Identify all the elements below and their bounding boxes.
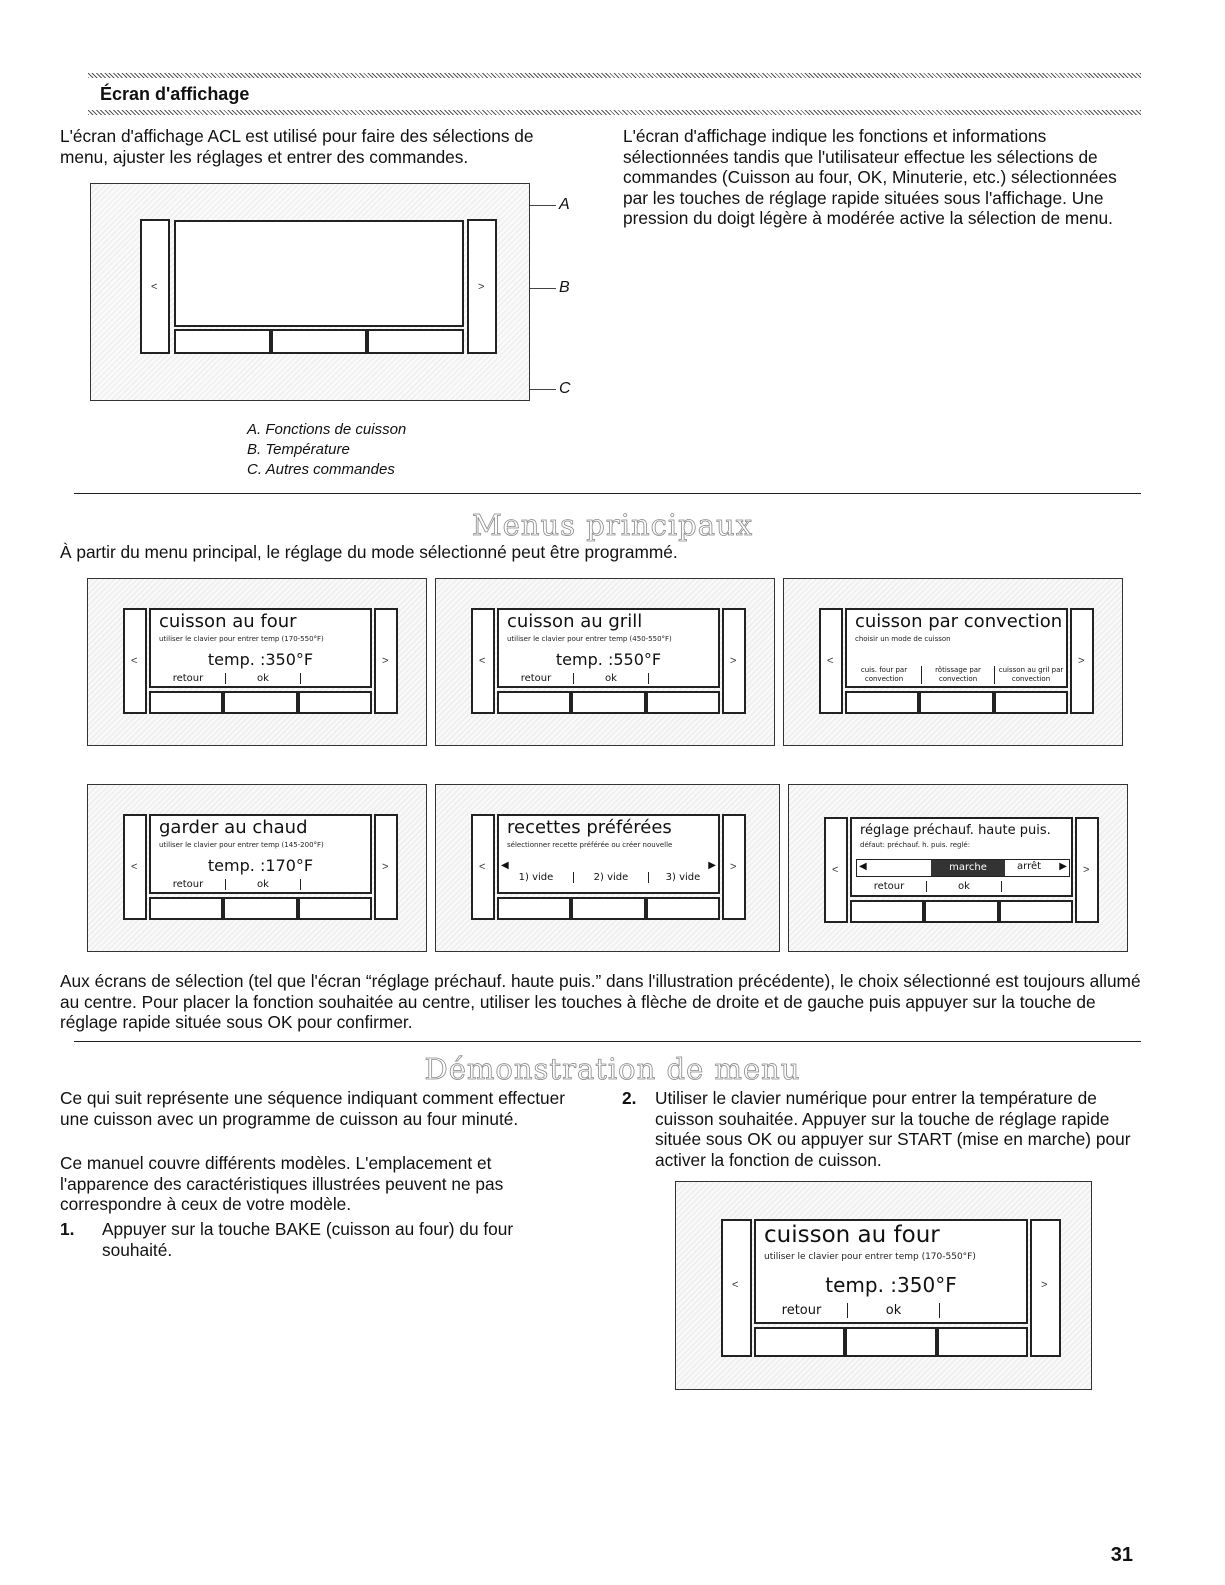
soft-keys xyxy=(497,897,720,920)
lcd-screen xyxy=(754,1219,1028,1324)
section-title-menus: Menus principaux xyxy=(471,508,754,542)
step-1-text: Appuyer sur la touche BAKE (cuisson au four) du four souhaité. xyxy=(102,1219,514,1260)
screen-title: garder au chaud xyxy=(159,817,308,838)
screen-title: cuisson par convection xyxy=(855,611,1063,632)
right-arrow-icon: > xyxy=(1041,1279,1048,1291)
right-arrow-icon: > xyxy=(382,655,389,667)
callout-line-b xyxy=(530,288,556,289)
screen-title: cuisson au four xyxy=(159,611,297,632)
scroll-left-icon: ◀ xyxy=(501,860,509,871)
option-retour: retour xyxy=(172,673,204,684)
option-convection-broil: cuisson au gril par convection xyxy=(998,666,1064,683)
header-hatch-top xyxy=(88,73,1141,78)
soft-keys xyxy=(497,691,720,714)
right-arrow-icon: > xyxy=(730,861,737,873)
option-convection-bake: cuis. four par convection xyxy=(860,666,908,683)
screen-subtitle: utiliser le clavier pour entrer temp (170-550°F) xyxy=(159,635,324,643)
legend-item: B. Température xyxy=(247,441,350,458)
lcd-screen xyxy=(845,608,1068,688)
temp-readout: temp. :350°F xyxy=(207,650,314,669)
divider xyxy=(74,493,1141,494)
scroll-right-icon: ▶ xyxy=(708,860,716,871)
selection-note: Aux écrans de sélection (tel que l'écran “réglage préchauf. haute puis.” dans l'illustration précédente), le choix sélectionné est toujours allumé au centre. Pour placer la fonction souhaitée au centre, utiliser les touches à flèche de droite et de gauche puis appuyer sur la touche de réglage rapide située sous OK pour confirmer. xyxy=(60,971,1141,1032)
step-1-number: 1. xyxy=(60,1219,75,1239)
soft-keys xyxy=(754,1327,1028,1357)
screen-title: cuisson au four xyxy=(764,1222,940,1248)
soft-key[interactable] xyxy=(223,897,298,920)
soft-key[interactable] xyxy=(646,897,720,920)
soft-key[interactable] xyxy=(924,900,999,923)
lcd-screen xyxy=(149,814,372,894)
left-arrow-icon: < xyxy=(827,655,834,667)
legend-item: C. Autres commandes xyxy=(247,461,395,478)
demo-paragraph-2: Ce manuel couvre différents modèles. L'emplacement et l'apparence des caractéristiques illustrées peuvent ne pas correspondre à ceux de votre modèle. xyxy=(60,1153,504,1214)
soft-key[interactable] xyxy=(937,1327,1028,1357)
screen-panel-convection xyxy=(783,578,1123,746)
left-arrow-icon: < xyxy=(131,655,138,667)
soft-key[interactable] xyxy=(497,691,571,714)
soft-key[interactable] xyxy=(223,691,298,714)
lcd-screen xyxy=(497,814,720,894)
diagram-legend xyxy=(247,420,406,480)
soft-key[interactable] xyxy=(845,691,919,714)
soft-key[interactable] xyxy=(845,1327,937,1357)
option-ok: ok xyxy=(926,881,1002,892)
intro-left: L'écran d'affichage ACL est utilisé pour faire des sélections de menu, ajuster les réglages et entrer des commandes. xyxy=(60,126,534,167)
section1-intro: À partir du menu principal, le réglage du mode sélectionné peut être programmé. xyxy=(60,542,678,562)
screen-panel-garder-chaud xyxy=(87,784,427,952)
option-retour: retour xyxy=(172,879,204,890)
soft-key[interactable] xyxy=(571,691,646,714)
option-arret[interactable]: arrêt xyxy=(1017,861,1042,872)
soft-keys xyxy=(850,900,1073,923)
option-ok: ok xyxy=(225,879,301,890)
diagram-soft-keys xyxy=(174,329,464,354)
intro-right: L'écran d'affichage indique les fonctions et informations sélectionnées tandis que l'utilisateur effectue les sélections de commandes (Cuisson au four, OK, Minuterie, etc.) sélectionnées par les touches de réglage rapide situées sous l'affichage. Une pression du doigt légère à modérée active la sélection de menu. xyxy=(623,126,1117,228)
diagram-lcd xyxy=(174,220,464,327)
soft-key[interactable] xyxy=(497,897,571,920)
screen-subtitle: défaut: préchauf. h. puis. reglé: xyxy=(860,841,971,849)
temp-readout: temp. :350°F xyxy=(825,1273,957,1297)
soft-key[interactable] xyxy=(999,900,1073,923)
step-2-text: Utiliser le clavier numérique pour entrer la température de cuisson souhaitée. Appuyer sur la touche de réglage rapide située sous OK ou appuyer sur START (mise en marche) pour activer la fonction de cuisson. xyxy=(655,1088,1131,1170)
screen-subtitle: utiliser le clavier pour entrer temp (450-550°F) xyxy=(507,635,672,643)
soft-key[interactable] xyxy=(919,691,994,714)
screen-title: recettes préférées xyxy=(507,817,672,838)
option-slot-3: 3) vide xyxy=(665,872,701,883)
option-retour: retour xyxy=(873,881,905,892)
soft-key[interactable] xyxy=(646,691,720,714)
temp-readout: temp. :550°F xyxy=(555,650,662,669)
lcd-screen xyxy=(149,608,372,688)
callout-b: B xyxy=(559,279,570,296)
option-slot-1: 1) vide xyxy=(518,872,554,883)
soft-key[interactable] xyxy=(149,691,223,714)
left-arrow-icon: < xyxy=(479,861,486,873)
selected-option-marche[interactable]: marche xyxy=(931,860,1005,876)
left-arrow-icon: < xyxy=(151,281,158,293)
option-ok: ok xyxy=(225,673,301,684)
soft-key[interactable] xyxy=(298,897,372,920)
scroll-left-icon: ◀ xyxy=(859,861,867,872)
callout-a: A xyxy=(559,196,570,213)
soft-keys xyxy=(845,691,1068,714)
screen-title: cuisson au grill xyxy=(507,611,643,632)
screen-subtitle: sélectionner recette préférée ou créer nouvelle xyxy=(507,841,673,849)
lcd-screen xyxy=(850,817,1073,897)
screen-subtitle: utiliser le clavier pour entrer temp (170-550°F) xyxy=(764,1252,976,1262)
temp-readout: temp. :170°F xyxy=(207,856,314,875)
callout-c: C xyxy=(559,380,571,397)
soft-keys xyxy=(149,691,372,714)
soft-key[interactable] xyxy=(367,329,464,354)
section-heading: Écran d'affichage xyxy=(100,84,250,104)
left-arrow-icon: < xyxy=(479,655,486,667)
soft-key[interactable] xyxy=(271,329,367,354)
soft-key[interactable] xyxy=(298,691,372,714)
left-arrow-icon: < xyxy=(131,861,138,873)
soft-keys xyxy=(149,897,372,920)
legend-item: A. Fonctions de cuisson xyxy=(247,421,407,438)
option-convection-roast: rôtissage par convection xyxy=(921,666,995,684)
right-arrow-icon: > xyxy=(1078,655,1085,667)
divider xyxy=(74,1041,1141,1042)
option-retour: retour xyxy=(520,673,552,684)
header-hatch-bottom xyxy=(88,110,1141,115)
option-retour: retour xyxy=(781,1303,822,1318)
right-arrow-icon: > xyxy=(730,655,737,667)
soft-key[interactable] xyxy=(571,897,646,920)
screen-panel-cuisson-grill xyxy=(435,578,775,746)
lcd-screen xyxy=(497,608,720,688)
screen-subtitle: utiliser le clavier pour entrer temp (145-200°F) xyxy=(159,841,324,849)
demo-paragraph-1: Ce qui suit représente une séquence indiquant comment effectuer une cuisson avec un programme de cuisson au four minuté. xyxy=(60,1088,565,1129)
soft-key[interactable] xyxy=(850,900,924,923)
soft-key[interactable] xyxy=(994,691,1068,714)
option-ok: ok xyxy=(573,673,649,684)
option-ok: ok xyxy=(847,1303,940,1318)
step-2-number: 2. xyxy=(622,1088,637,1108)
screen-subtitle: choisir un mode de cuisson xyxy=(855,635,951,643)
right-arrow-icon: > xyxy=(478,281,485,293)
option-slot-2: 2) vide xyxy=(573,872,649,883)
page-number: 31 xyxy=(1110,1544,1133,1566)
screen-panel-prechauffage xyxy=(788,784,1128,952)
screen-panel-cuisson-four xyxy=(87,578,427,746)
soft-key[interactable] xyxy=(174,329,271,354)
screen-panel-recettes xyxy=(435,784,780,952)
right-arrow-icon: > xyxy=(382,861,389,873)
left-arrow-icon: < xyxy=(732,1279,739,1291)
scroll-right-icon: ▶ xyxy=(1059,861,1067,872)
section-title-demo: Démonstration de menu xyxy=(424,1052,801,1086)
soft-key[interactable] xyxy=(149,897,223,920)
callout-line-a xyxy=(530,205,556,206)
right-arrow-icon: > xyxy=(1083,864,1090,876)
callout-line-c xyxy=(530,389,556,390)
screen-title: réglage préchauf. haute puis. xyxy=(860,823,1051,838)
soft-key[interactable] xyxy=(754,1327,845,1357)
screen-panel-demo xyxy=(675,1181,1092,1390)
left-arrow-icon: < xyxy=(832,864,839,876)
selector-bar xyxy=(856,859,1070,877)
